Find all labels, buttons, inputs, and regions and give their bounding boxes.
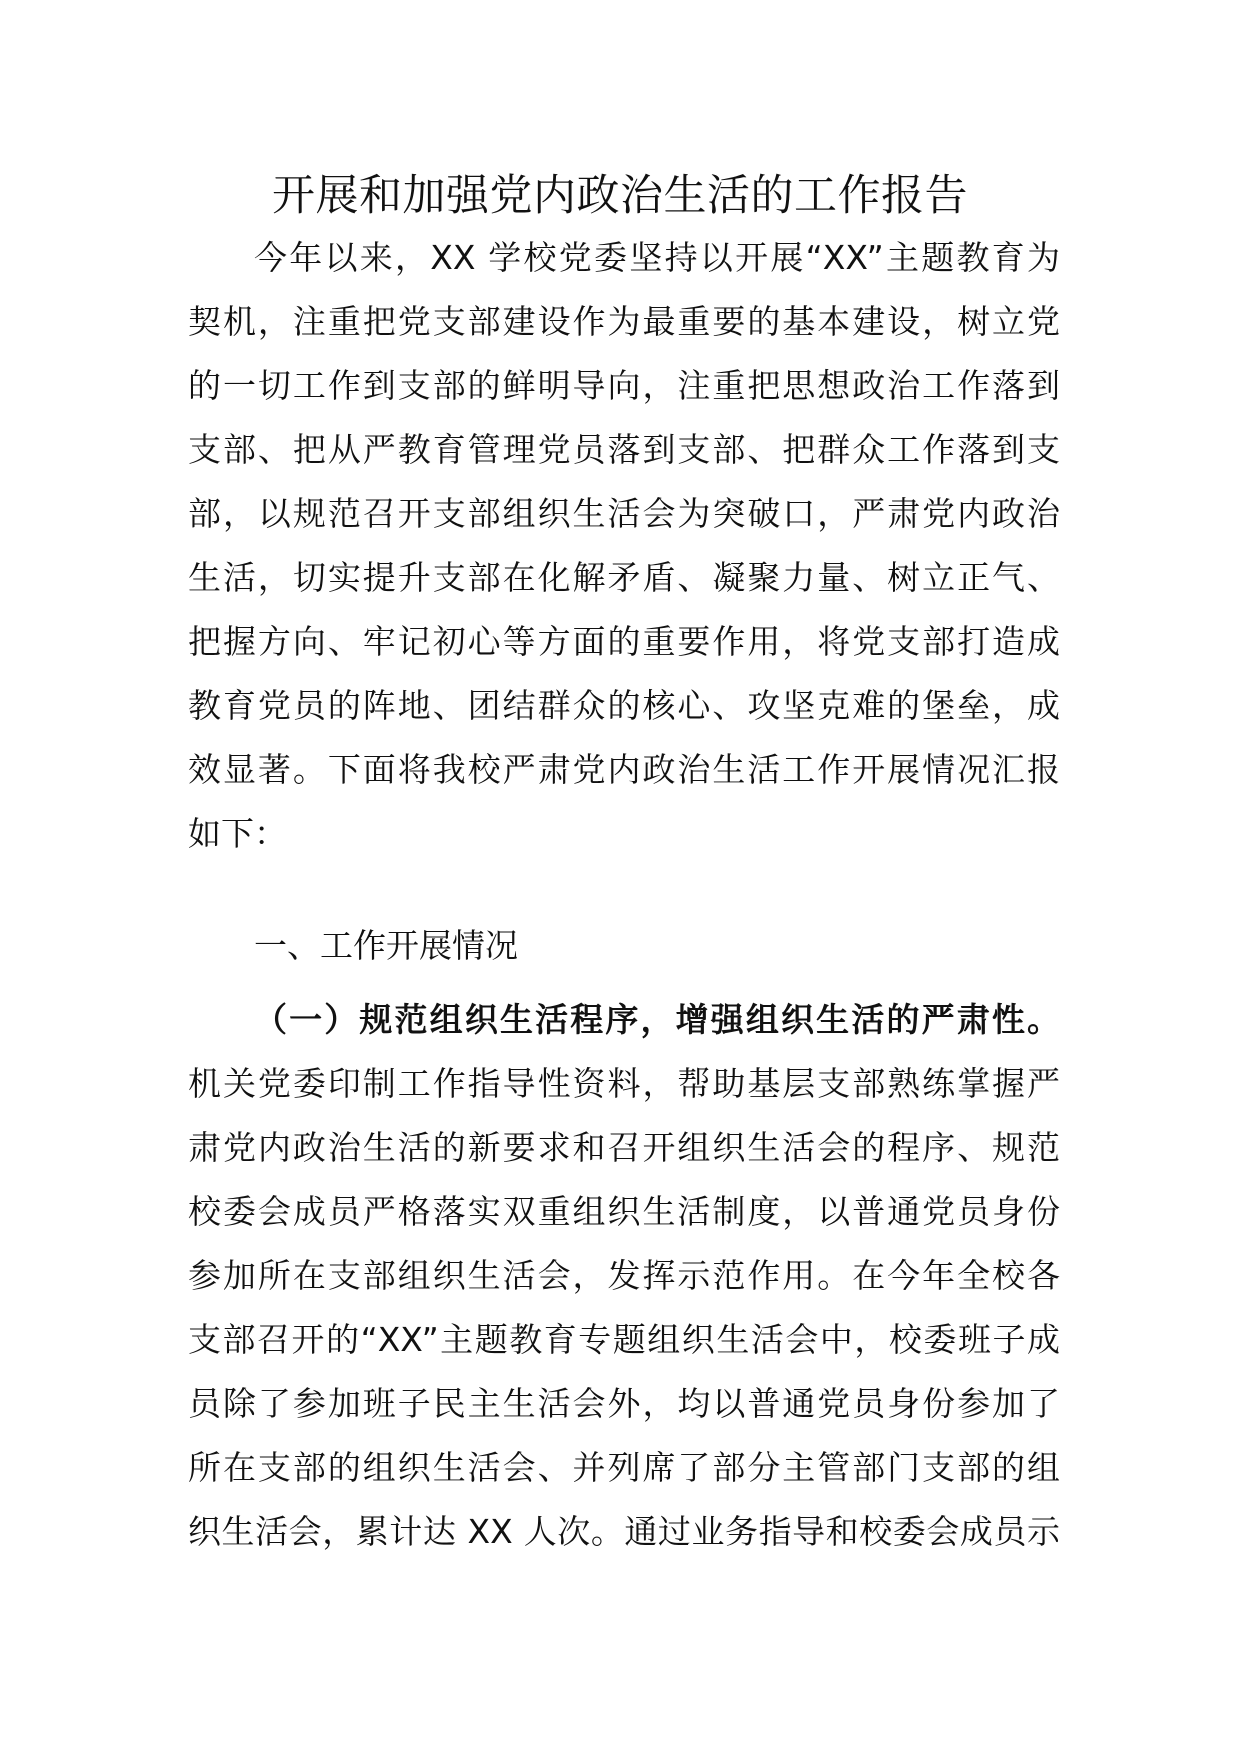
paragraph-line: 支部、把从严教育管理党员落到支部、把群众工作落到支 <box>188 430 1060 469</box>
paragraph-line: 校委会成员严格落实双重组织生活制度，以普通党员身份 <box>188 1192 1060 1231</box>
paragraph-line: 把握方向、牢记初心等方面的重要作用，将党支部打造成 <box>188 622 1060 661</box>
section-paragraph <box>188 988 1060 1564</box>
paragraph-line: 参加所在支部组织生活会，发挥示范作用。在今年全校各 <box>188 1256 1060 1295</box>
paragraph-line: 部，以规范召开支部组织生活会为突破口，严肃党内政治 <box>188 494 1060 533</box>
paragraph-line: 所在支部的组织生活会、并列席了部分主管部门支部的组 <box>188 1448 1060 1487</box>
paragraph-line: 如下： <box>188 814 287 853</box>
paragraph-line: 教育党员的阵地、团结群众的核心、攻坚克难的堡垒，成 <box>188 686 1060 725</box>
paragraph-line: 的一切工作到支部的鲜明导向，注重把思想政治工作落到 <box>188 366 1060 405</box>
paragraph-line: 效显著。下面将我校严肃党内政治生活工作开展情况汇报 <box>188 750 1060 789</box>
intro-paragraph <box>188 226 1060 866</box>
paragraph-line: 员除了参加班子民主生活会外，均以普通党员身份参加了 <box>188 1384 1060 1423</box>
paragraph-line: 契机，注重把党支部建设作为最重要的基本建设，树立党 <box>188 302 1060 341</box>
paragraph-line: 支部召开的“XX”主题教育专题组织生活会中，校委班子成 <box>188 1320 1060 1359</box>
paragraph-line: 机关党委印制工作指导性资料，帮助基层支部熟练掌握严 <box>188 1064 1060 1103</box>
document-title: 开展和加强党内政治生活的工作报告 <box>272 171 968 221</box>
paragraph-line: 肃党内政治生活的新要求和召开组织生活会的程序、规范 <box>188 1128 1060 1167</box>
paragraph-line: 今年以来，XX 学校党委坚持以开展“XX”主题教育为 <box>254 238 1060 277</box>
paragraph-line: 生活，切实提升支部在化解矛盾、凝聚力量、树立正气、 <box>188 558 1060 597</box>
section-heading: 一、工作开展情况 <box>254 926 518 965</box>
paragraph-line: 织生活会，累计达 XX 人次。通过业务指导和校委会成员示 <box>188 1512 1060 1551</box>
subsection-heading: （一）规范组织生活程序，增强组织生活的严肃性。 <box>254 1000 1060 1039</box>
